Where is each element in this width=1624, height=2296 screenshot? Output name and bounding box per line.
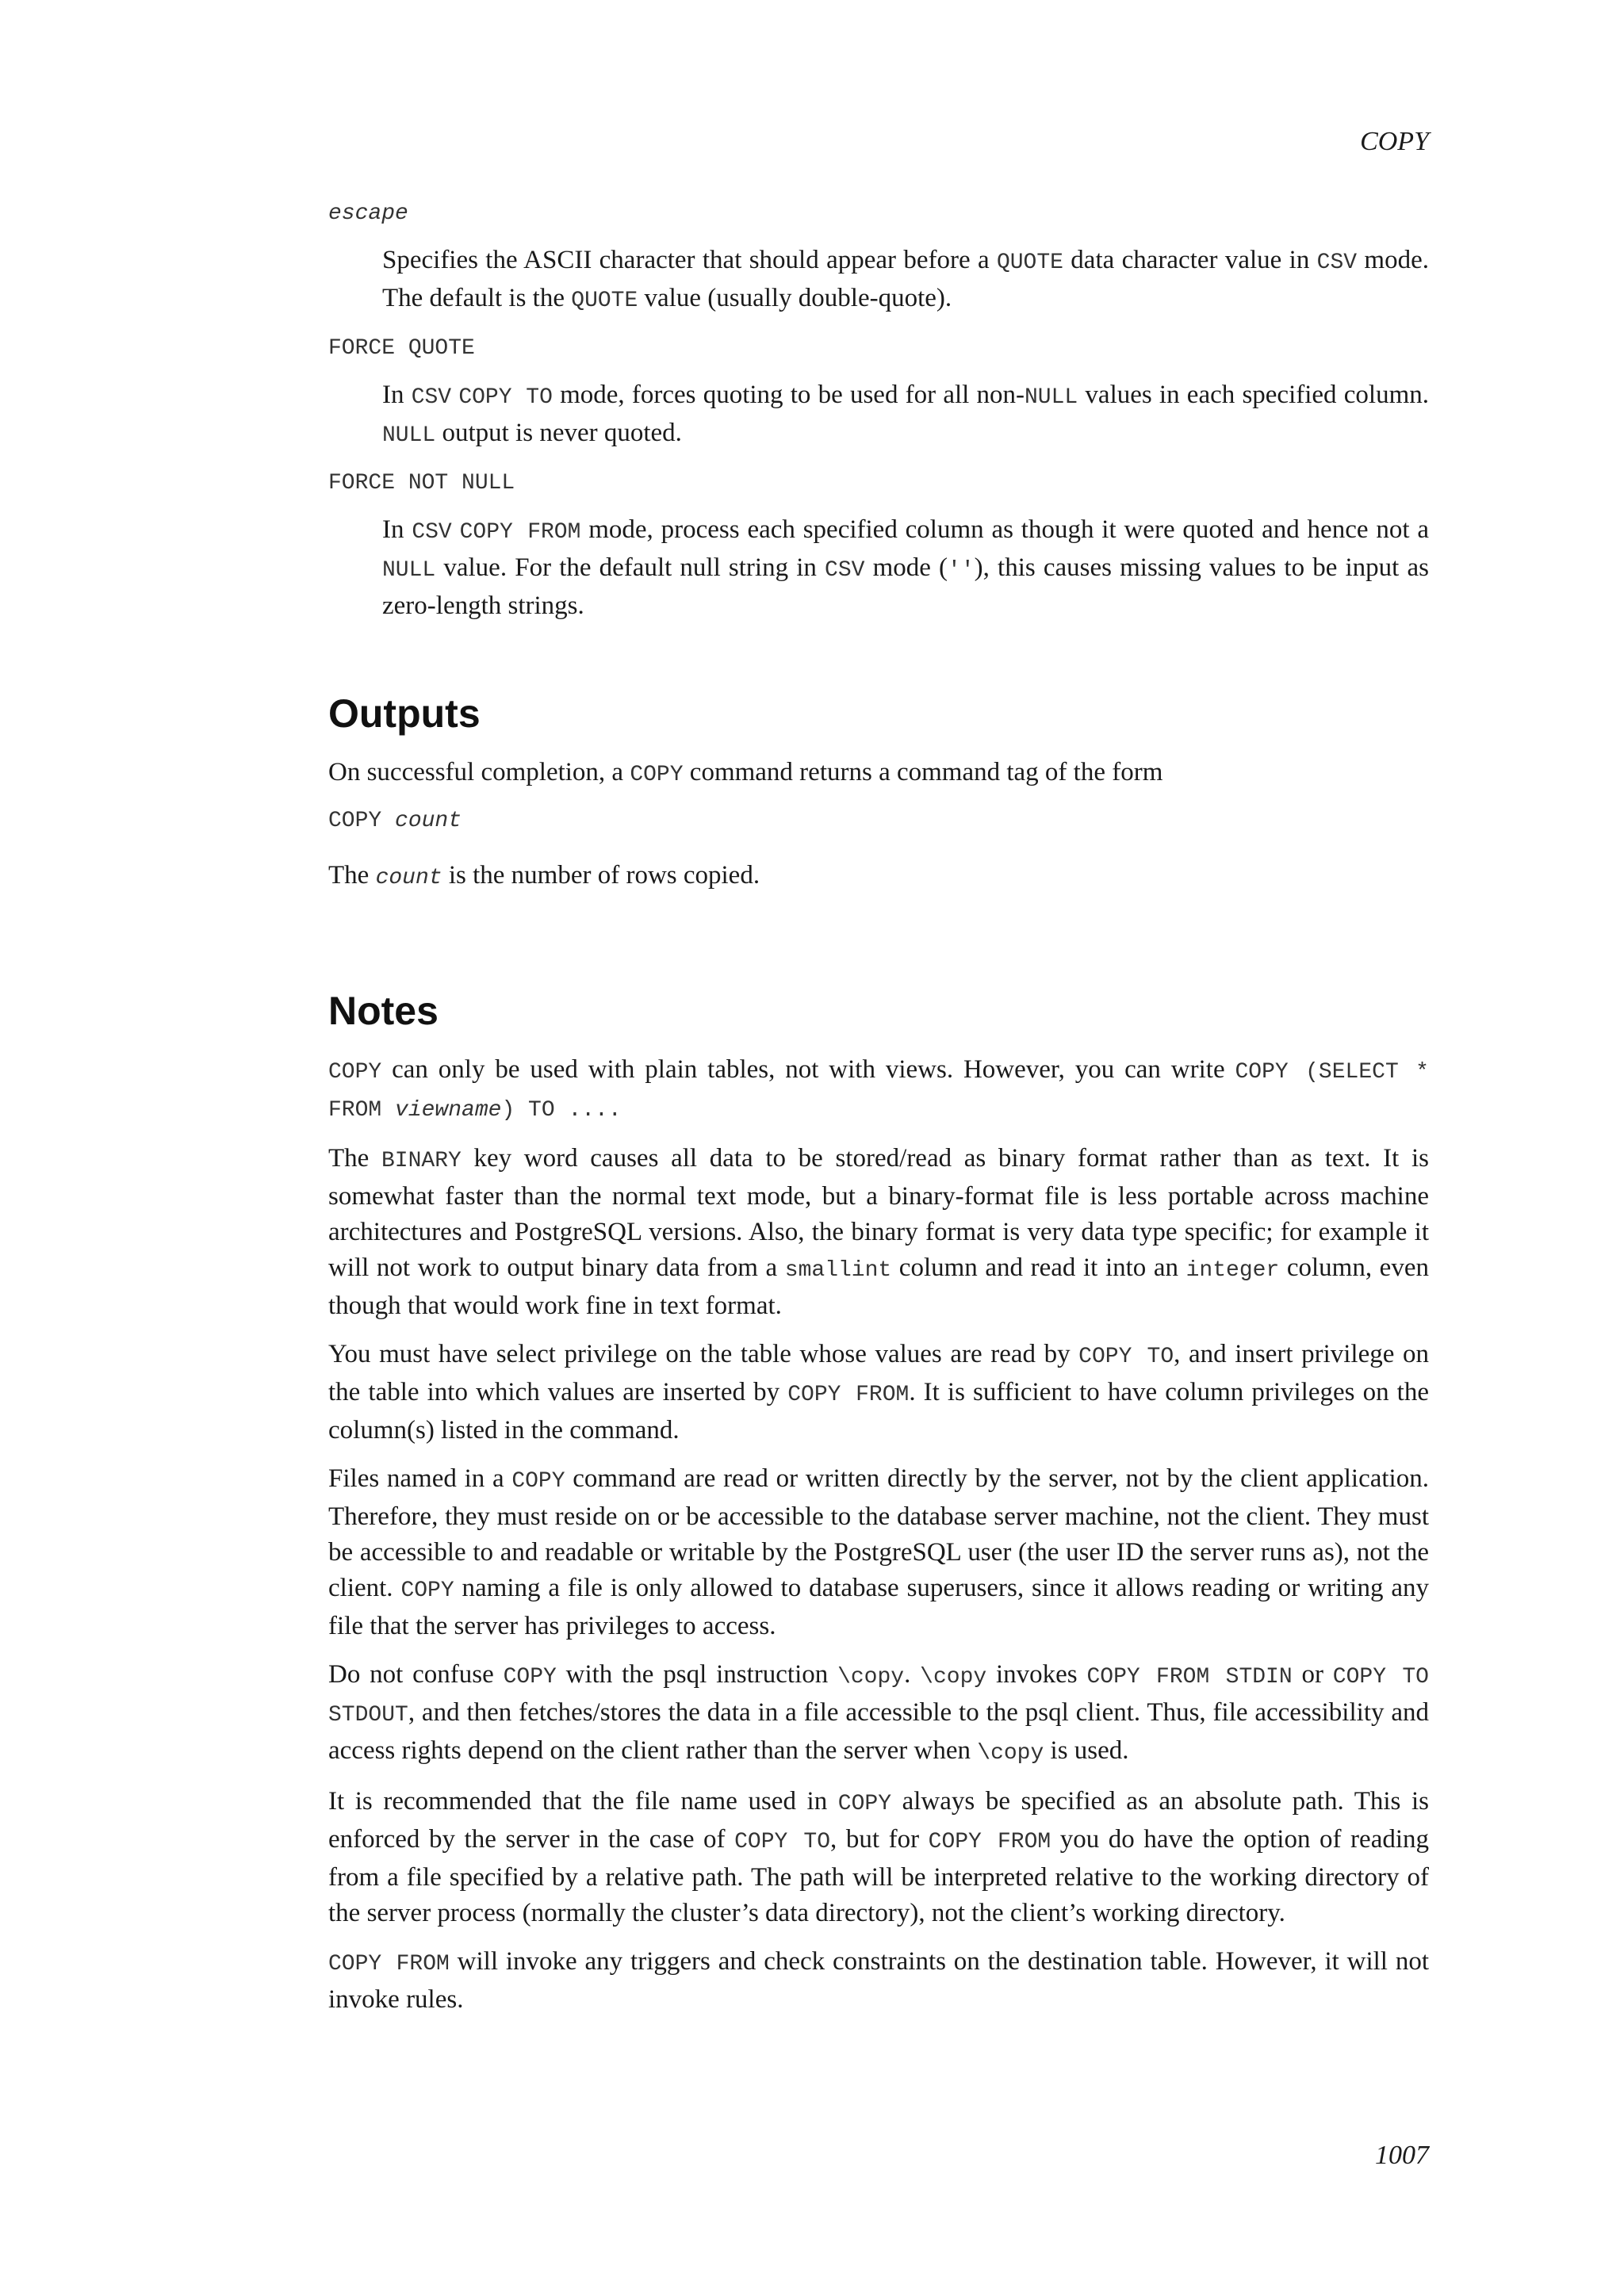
notes-paragraph-7: COPY FROM will invoke any triggers and check constraints on the destination table. However, it will not invoke rules. xyxy=(328,1947,1429,2014)
option-def-escape: Specifies the ASCII character that should appear before a QUOTE data character value in CSV mode. The default is the QUOTE value (usually double-quote). xyxy=(382,246,1430,313)
outputs-section xyxy=(328,690,1429,909)
option-term-escape: escape xyxy=(328,201,408,226)
option-term-force-not-null: FORCE NOT NULL xyxy=(328,471,515,496)
notes-paragraph-2: The BINARY key word causes all data to be stored/read as binary format rather than as text. It is somewhat faster than the normal text mode, but a binary-format file is less portable across machine architectures and PostgreSQL versions. Also, the binary format is very data type specific; for example it will not work to output binary data from a smallint column and read it into an integer column, even though that would work fine in text format. xyxy=(328,1144,1430,1320)
outputs-heading: Outputs xyxy=(328,691,481,736)
notes-paragraph-6: It is recommended that the file name used in COPY always be specified as an absolute path. This is enforced by the server in the case of COPY TO, but for COPY FROM you do have the option of reading from a file specified by a relative path. The path will be interpreted relative to the working directory of the server process (normally the cluster’s data directory), not the client’s working directory. xyxy=(328,1787,1430,1927)
notes-paragraph-3: You must have select privilege on the table whose values are read by COPY TO, and insert privilege on the table into which values are inserted by COPY FROM. It is sufficient to have column privileges on the column(s) listed in the command. xyxy=(328,1340,1429,1445)
notes-paragraph-4: Files named in a COPY command are read or written directly by the server, not by the client application. Therefore, they must reside on or be accessible to the database server machine, not the client. They must be accessible to and readable or writable by the PostgreSQL user (the user ID the server runs as), not the client. COPY naming a file is only allowed to database superusers, since it allows reading or writing any file that the server has privileges to access. xyxy=(328,1464,1429,1640)
notes-heading: Notes xyxy=(328,989,439,1033)
option-def-force-quote: In CSV COPY TO mode, forces quoting to be used for all non-NULL values in each specified column. NULL output is never quoted. xyxy=(382,381,1429,448)
outputs-after: The count is the number of rows copied. xyxy=(328,861,760,890)
notes-paragraph-1: COPY can only be used with plain tables, not with views. However, you can write COPY (SELECT * FROM viewname) TO .... xyxy=(328,1055,1429,1123)
outputs-intro: On successful completion, a COPY command returns a command tag of the form xyxy=(328,758,1163,787)
outputs-example: COPY count xyxy=(328,809,462,833)
page-number: 1007 xyxy=(1375,2141,1429,2170)
notes-section xyxy=(328,987,1429,2030)
running-header: COPY xyxy=(1360,127,1429,156)
options-list xyxy=(328,198,1429,638)
notes-paragraph-5: Do not confuse COPY with the psql instruction \copy. \copy invokes COPY FROM STDIN or COPY TO STDOUT, and then fetches/stores the data in a file accessible to the psql client. Thus, file accessibility and access rights depend on the client rather than the server when \copy is used. xyxy=(328,1660,1429,1766)
option-def-force-not-null: In CSV COPY FROM mode, process each specified column as though it were quoted and hence not a NULL value. For the default null string in CSV mode (''), this causes missing values to be input as zero-length strings. xyxy=(382,515,1429,620)
option-term-force-quote: FORCE QUOTE xyxy=(328,336,475,361)
